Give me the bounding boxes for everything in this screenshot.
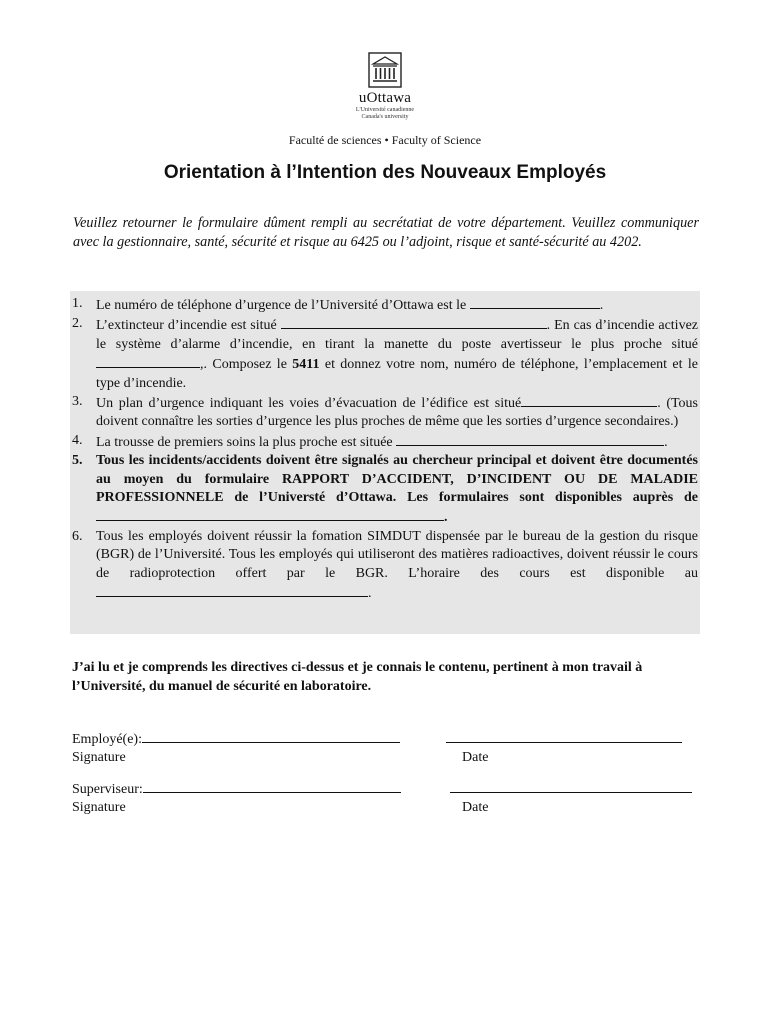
acknowledgement-statement: J’ai lu et je comprends les directives ci-dessus et je connais le contenu, pertinent à mon travail à l’Université, du manuel de sécurité en laboratoire. <box>72 660 643 694</box>
alarm-station-blank[interactable] <box>96 354 200 368</box>
employee-date-block: Date <box>446 730 682 767</box>
employee-date-field[interactable] <box>446 730 682 743</box>
supervisor-date-field[interactable] <box>450 780 692 793</box>
employee-signature-block: Employé(e): Signature <box>72 730 400 767</box>
faculty-name: Faculté de sciences • Faculty of Science <box>288 133 482 147</box>
supervisor-date-block: Date <box>450 780 694 817</box>
list-item: 6. Tous les employés doivent réussir la fomation SIMDUT dispensée par le bureau de la gestion du risque (BGR) de l’Université. Tous les employés qui utiliseront des matières radioactives, doivent réussir le cours de radioprotection offert par le BGR. L’horaire des cours est disponible au . <box>72 528 698 602</box>
university-logo <box>352 52 418 121</box>
logo-subtitle-fr: L'Université canadienne <box>355 107 415 113</box>
intro-paragraph: Veuillez retourner le formulaire dûment rempli au secrétatiat de votre département. Veuillez communiquer avec la gestionnaire, santé, sécurité et risque au 6425 ou l’adjoint, risque et santé-sécurité au 4202. <box>73 215 699 250</box>
logo-wordmark: uOttawa <box>358 90 412 106</box>
list-item: 3. Un plan d’urgence indiquant les voies d’évacuation de l’édifice est situé . (Tous doivent connaître les sorties d’urgence les plus proches de même que les sorties d’urgence secondaires.) <box>72 394 699 430</box>
supervisor-signature-field[interactable] <box>143 780 401 793</box>
list-item: 2. L’extincteur d’incendie est situé . En cas d’incendie activez le système d’alarme d’incendie, en tirant la manette du poste avertisseur le plus proche situé ,. Composez le 5411 et donnez votre nom, numéro de téléphone, l’emplacement et le type d’incendie. <box>72 316 698 391</box>
list-item: 5. Tous les incidents/accidents doivent être signalés au chercheur principal et doivent être documentés au moyen du formulaire RAPPORT D’ACCIDENT, D’INCIDENT OU DE MALADIE PROFESSIONNELE de l’Universté d’Ottawa. Les formulaires sont disponibles auprès de . <box>72 453 698 526</box>
evacuation-plan-blank[interactable] <box>521 393 657 407</box>
list-item: 4. La trousse de premiers soins la plus proche est située . <box>72 432 668 450</box>
instructions-list <box>72 295 698 604</box>
first-aid-kit-blank[interactable] <box>396 432 664 446</box>
page-title: Orientation à l’Intention des Nouveaux Employés <box>163 162 607 183</box>
forms-location-blank[interactable] <box>96 507 444 521</box>
emergency-phone-blank[interactable] <box>470 295 600 309</box>
logo-subtitle-en: Canada's university <box>361 114 409 120</box>
supervisor-signature-block: Superviseur: Signature <box>72 780 401 817</box>
employee-signature-field[interactable] <box>142 730 400 743</box>
list-item: 1. Le numéro de téléphone d’urgence de l’Université d’Ottawa est le . <box>72 296 604 313</box>
extinguisher-location-blank[interactable] <box>281 315 547 329</box>
course-schedule-blank[interactable] <box>96 583 368 597</box>
university-building-icon <box>368 52 402 88</box>
